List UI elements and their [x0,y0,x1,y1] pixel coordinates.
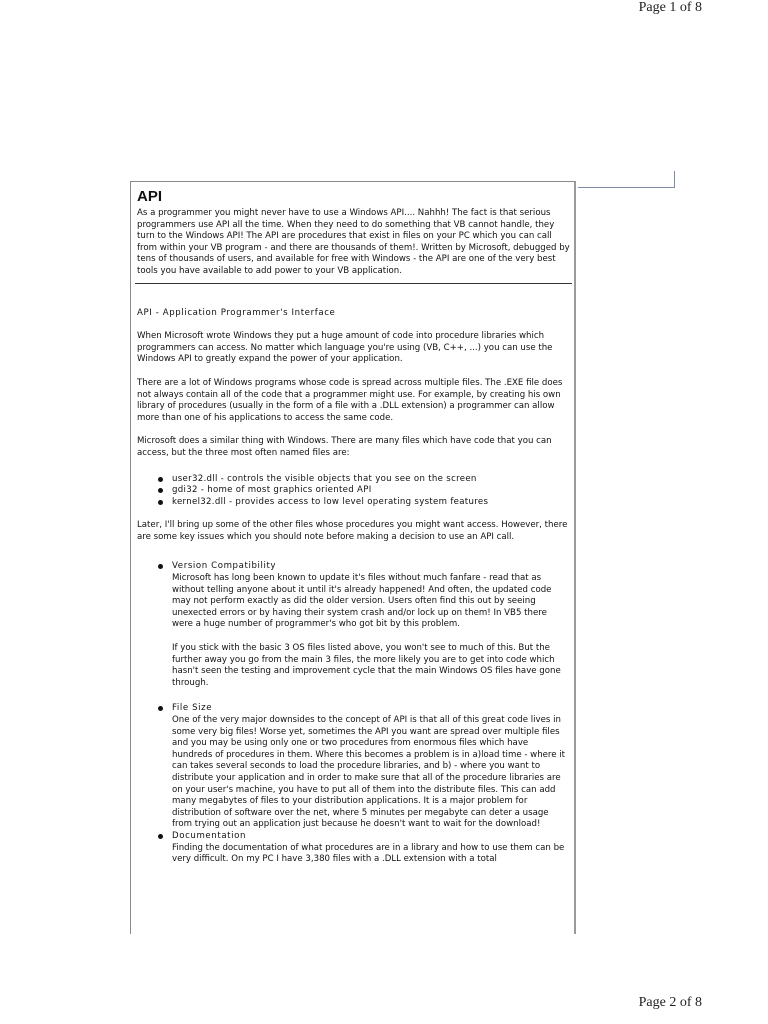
intro-paragraph: As a programmer you might never have to use a Windows API.... Nahhh! The fact is that serious programmers use API all the time. When they need to do something that VB cannot handle, they turn to the Windows API! The API are procedures that exist in files on your PC which you can call from within your VB program - and there are thousands of them!. Written by Microsoft, debugged by tens of thousands of users, and available for free with Windows - the API are one of the very best tools you have available to add power to your VB application. [137,208,570,276]
page-number-top: Page 1 of 8 [638,0,702,15]
issue-text: One of the very major downsides to the concept of API is that all of this great code lives in some very big files! Worse yet, sometimes the API you want are spread over multiple files and you may be using only one or two procedures from enormous files which have hundreds of procedures in them. Where this becomes a problem is in a)load time - where it can takes several seconds to load the procedure libraries, and b) - where you want to distribute your application and in order to make sure that all of the procedure libraries are on your user's machine, you have to put all of them into the distribute files. This can add many megabytes of files to your distribution applications. It is a major problem for distribution of software over the net, where 5 minutes per megabyte can deter a usage from trying out an application just because he doesn't want to wait for the download! [172,715,566,830]
issue-title: Version Compatibility [172,561,277,572]
list-item-file-size [137,703,570,831]
article-title: API [137,188,163,205]
paragraph-4: Later, I'll bring up some of the other files whose procedures you might want access. However, there are some key issues which you should note before making a decision to use an API call. [137,520,568,542]
horizontal-rule [135,283,572,284]
issues-list [137,561,570,865]
list-item-documentation [137,831,570,866]
paragraph-1: When Microsoft wrote Windows they put a huge amount of code into procedure libraries which programmers can access. No matter which language you're using (VB, C++, ...) you can use the Windows API to greatly expand the power of your application. [137,331,553,365]
document-content [131,182,574,866]
document-frame [130,181,576,934]
list-item: kernel32.dll - provides access to low level operating system features [137,497,570,509]
list-item-version-compatibility [137,561,570,689]
section-subheading: API - Application Programmer's Interface [137,307,336,318]
issue-text: Microsoft has long been known to update it's files without much fanfare - read that as without telling anyone about it until it's already happened! And often, the updated code may not perform exactly as did the older version. Users often find this out by seeing unexected errors or by having their system crash and/or lock up on them! In VB5 there were a huge number of programmer's who got bit by this problem. [172,573,552,630]
issue-title: Documentation [172,830,247,841]
issue-title: File Size [172,703,213,714]
issue-text: Finding the documentation of what procedures are in a library and how to use them can be very difficult. On my PC I have 3,380 files with a .DLL extension with a total [172,842,565,865]
paragraph-3: Microsoft does a similar thing with Windows. There are many files which have code that you can access, but the three most often named files are: [137,436,552,458]
dll-file-list [137,474,570,509]
paragraph-2: There are a lot of Windows programs whose code is spread across multiple files. The .EXE file does not always contain all of the code that a programmer might use. For example, by creating his own library of procedures (usually in the form of a file with a .DLL extension) a programmer can allow more than one of his applications to access the same code. [137,377,563,423]
decorative-bracket-line [578,171,675,188]
list-item: user32.dll - controls the visible objects that you see on the screen [137,474,570,486]
page-number-bottom: Page 2 of 8 [638,995,702,1010]
list-item: gdi32 - home of most graphics oriented API [137,485,570,497]
issue-extra-text: If you stick with the basic 3 OS files listed above, you won't see to much of this. But the further away you go from the main 3 files, the more likely you are to get into code which hasn't seen the testing and improvement cycle that the main Windows OS files have gone through. [172,643,561,688]
